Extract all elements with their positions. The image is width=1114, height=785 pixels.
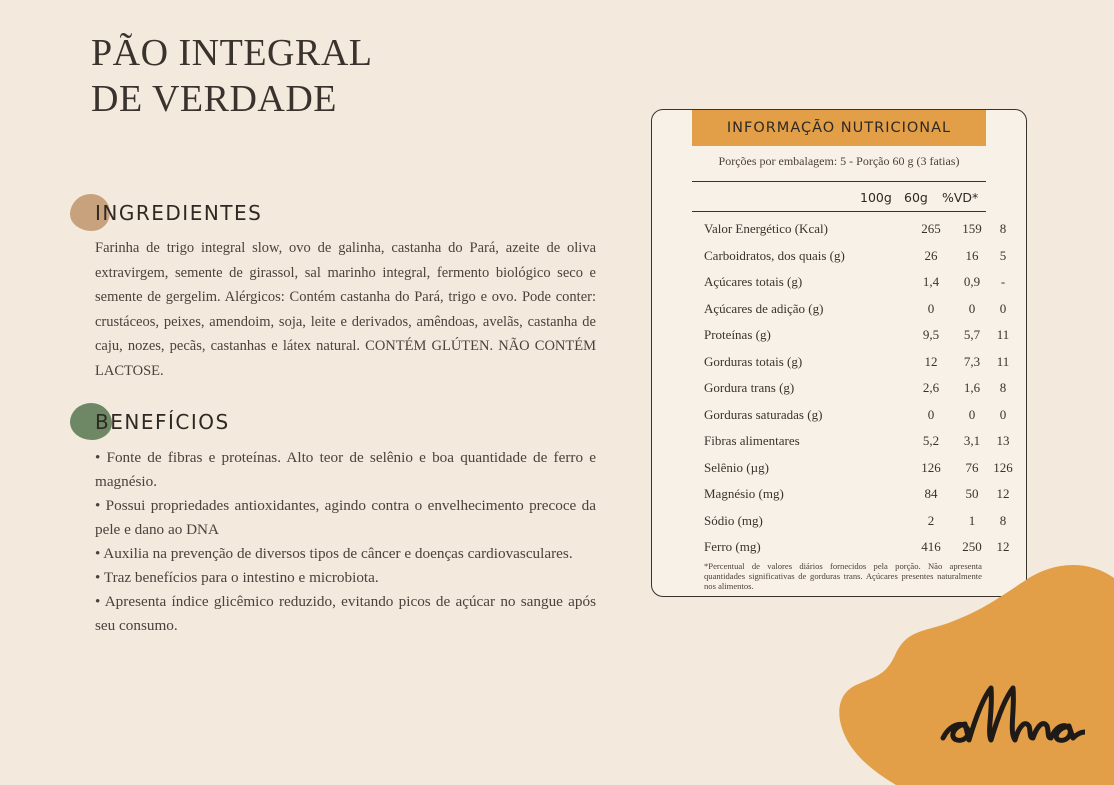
benefit-item: • Apresenta índice glicêmico reduzido, evitando picos de açúcar no sangue após seu consumo. xyxy=(95,593,596,634)
column-header-100g: 100g xyxy=(860,190,892,205)
value-100g: 2 xyxy=(927,513,935,528)
nutrient-name: Gorduras saturadas (g) xyxy=(704,407,823,422)
nutrition-row xyxy=(704,380,1007,400)
value-60g: 250 xyxy=(962,539,982,554)
benefit-item: • Traz benefícios para o intestino e microbiota. xyxy=(95,569,379,586)
value-100g: 9,5 xyxy=(922,327,940,342)
value-60g: 1,6 xyxy=(963,380,981,395)
value-vd: 12 xyxy=(996,486,1010,501)
value-100g: 26 xyxy=(924,248,938,263)
value-100g: 126 xyxy=(921,460,941,475)
nutrition-row xyxy=(704,513,1007,533)
value-vd: 0 xyxy=(999,407,1007,422)
value-60g: 16 xyxy=(965,248,979,263)
page-title xyxy=(91,30,372,122)
nutrition-divider xyxy=(692,211,986,212)
value-vd: 12 xyxy=(996,539,1010,554)
value-vd: 11 xyxy=(996,354,1010,369)
nutrition-row xyxy=(704,407,1007,427)
value-vd: 8 xyxy=(999,221,1007,236)
nutrition-divider xyxy=(692,181,986,182)
value-vd: 13 xyxy=(996,433,1010,448)
benefit-item: • Fonte de fibras e proteínas. Alto teor de selênio e boa quantidade de ferro e magnésio. xyxy=(95,449,596,490)
value-60g: 159 xyxy=(962,221,982,236)
nutrition-row xyxy=(704,486,1010,506)
nutrition-row xyxy=(704,354,1010,374)
ingredients-text: Farinha de trigo integral slow, ovo de galinha, castanha do Pará, azeite de oliva extravirgem, semente de girassol, sal marinho integral, fermento biológico seco e semente de gergelim. Alérgicos: Contém castanha do Pará, trigo e ovo. Pode conter: crustáceos, peixes, amendoim, soja, leite e derivados, amêndoas, avelãs, castanha de caju, nozes, pecãs, castanhas e látex natural. CONTÉM GLÚTEN. NÃO CONTÉM LACTOSE. xyxy=(95,240,596,379)
value-vd: 5 xyxy=(999,248,1007,263)
nutrition-portion: Porções por embalagem: 5 - Porção 60 g (3 fatias) xyxy=(718,154,960,168)
benefit-item: • Auxilia na prevenção de diversos tipos de câncer e doenças cardiovasculares. xyxy=(95,545,573,562)
nutrition-row xyxy=(704,433,1010,453)
value-vd: 11 xyxy=(996,327,1010,342)
value-vd: 0 xyxy=(999,301,1007,316)
nutrition-row xyxy=(704,301,1007,321)
ingredients-heading: INGREDIENTES xyxy=(95,201,263,225)
nutrition-footnote: *Percentual de valores diários fornecidos pela porção. Não apresenta quantidades significativas de gorduras trans. Açúcares presentes naturalmente nos alimentos. xyxy=(704,561,982,591)
value-60g: 50 xyxy=(965,486,979,501)
nutrient-name: Gorduras totais (g) xyxy=(704,354,803,369)
nutrition-title: INFORMAÇÃO NUTRICIONAL xyxy=(692,110,986,146)
title-line-2: DE VERDADE xyxy=(91,78,338,120)
nutrition-row xyxy=(704,539,1010,559)
nutrient-name: Selênio (µg) xyxy=(704,460,769,475)
value-100g: 0 xyxy=(927,407,935,422)
nutrition-row xyxy=(704,327,1010,347)
nutrition-row xyxy=(704,460,1013,480)
value-vd: - xyxy=(1000,274,1006,289)
nutrient-name: Fibras alimentares xyxy=(704,433,800,448)
column-header-vd: %VD* xyxy=(942,190,979,205)
value-60g: 0 xyxy=(968,407,976,422)
nutrient-name: Ferro (mg) xyxy=(704,539,761,554)
benefit-item: • Possui propriedades antioxidantes, agindo contra o envelhecimento precoce da pele e dano ao DNA xyxy=(95,497,596,538)
nutrient-name: Magnésio (mg) xyxy=(704,486,784,501)
orange-blob-decoration xyxy=(836,558,1114,785)
column-header-60g: 60g xyxy=(904,190,928,205)
value-60g: 0,9 xyxy=(963,274,981,289)
nutrient-name: Carboidratos, dos quais (g) xyxy=(704,248,845,263)
value-100g: 416 xyxy=(921,539,941,554)
value-100g: 2,6 xyxy=(922,380,940,395)
nutrition-facts-table xyxy=(651,109,1027,597)
nutrient-name: Açúcares totais (g) xyxy=(704,274,803,289)
value-100g: 265 xyxy=(921,221,941,236)
value-100g: 0 xyxy=(927,301,935,316)
value-vd: 126 xyxy=(993,460,1013,475)
benefits-heading: BENEFÍCIOS xyxy=(95,410,230,434)
nutrient-name: Sódio (mg) xyxy=(704,513,763,528)
allma-logo xyxy=(935,680,1085,750)
title-line-1: PÃO INTEGRAL xyxy=(91,32,373,74)
nutrition-row xyxy=(704,221,1007,241)
value-100g: 5,2 xyxy=(922,433,940,448)
value-vd: 8 xyxy=(999,380,1007,395)
nutrition-row xyxy=(704,274,1006,294)
value-vd: 8 xyxy=(999,513,1007,528)
value-60g: 5,7 xyxy=(963,327,981,342)
nutrition-row xyxy=(704,248,1007,268)
value-60g: 0 xyxy=(968,301,976,316)
nutrient-name: Valor Energético (Kcal) xyxy=(704,221,828,236)
nutrient-name: Proteínas (g) xyxy=(704,327,771,342)
value-60g: 1 xyxy=(968,513,976,528)
nutrient-name: Açúcares de adição (g) xyxy=(704,301,824,316)
value-100g: 12 xyxy=(924,354,938,369)
benefits-list xyxy=(95,446,596,638)
nutrient-name: Gordura trans (g) xyxy=(704,380,795,395)
value-60g: 76 xyxy=(965,460,979,475)
value-100g: 84 xyxy=(924,486,938,501)
value-60g: 7,3 xyxy=(963,354,981,369)
value-100g: 1,4 xyxy=(922,274,940,289)
value-60g: 3,1 xyxy=(963,433,981,448)
